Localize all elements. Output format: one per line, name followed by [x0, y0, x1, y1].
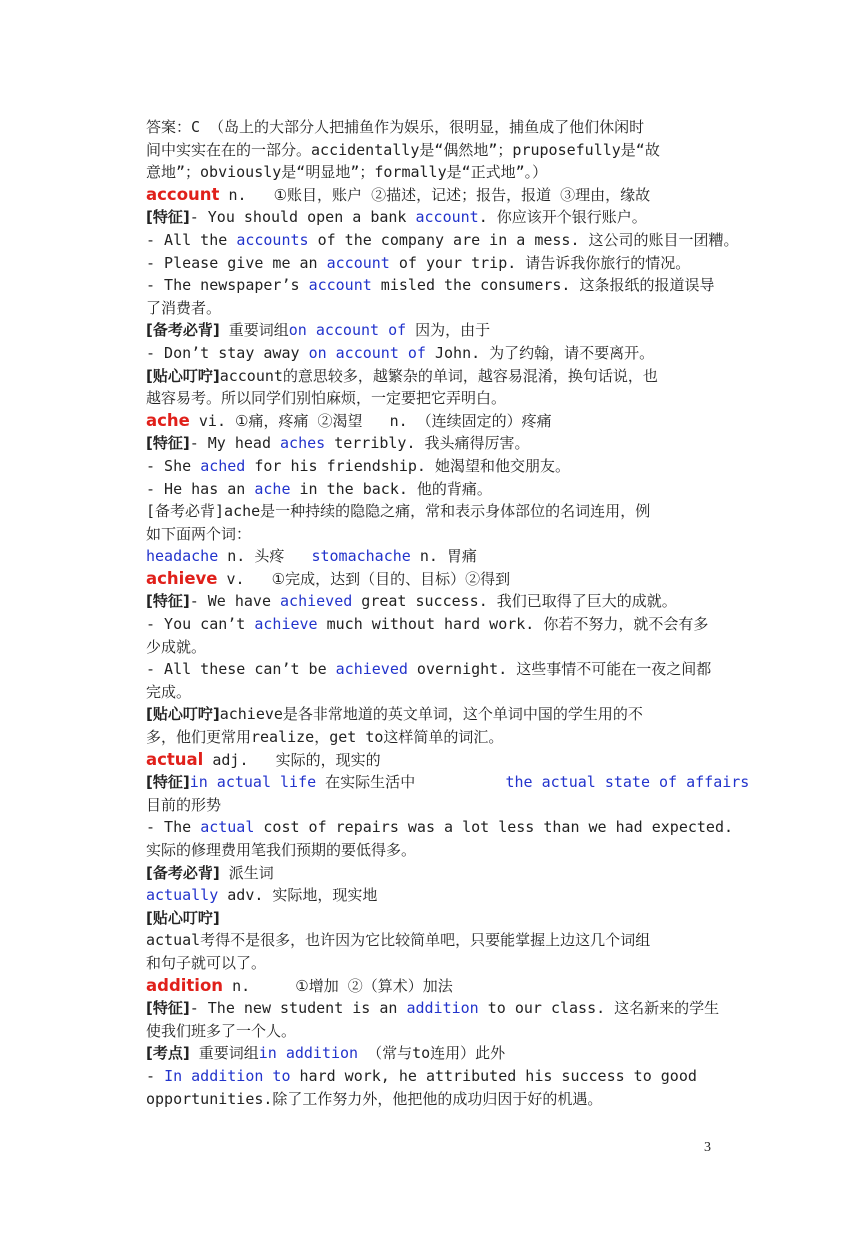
- text-run: - Please give me an: [146, 253, 327, 272]
- text-line: [146, 794, 718, 817]
- text-line: [146, 342, 718, 365]
- text-run: 在实际生活中: [316, 773, 506, 792]
- headword: account: [146, 184, 220, 204]
- text-line: [146, 590, 718, 613]
- text-run: 了消费者。: [146, 298, 222, 317]
- section-tag: [备考必背]: [146, 321, 220, 340]
- text-run: actual考得不是很多，也许因为它比较简单吧，只要能掌握上边这几个词组: [146, 931, 651, 950]
- section-tag: [考点]: [146, 1044, 190, 1063]
- text-run: - The new student is an: [189, 999, 407, 1018]
- text-line: [146, 952, 718, 975]
- text-run: - He has an: [146, 479, 255, 498]
- text-line: [146, 545, 718, 568]
- text-run: opportunities.除了工作努力外，他把他的成功归因于好的机遇。: [146, 1089, 603, 1108]
- text-line: [146, 387, 718, 410]
- section-tag: [贴心叮咛]: [146, 366, 220, 385]
- document-body: [146, 116, 750, 1110]
- section-tag: [贴心叮咛]: [146, 908, 220, 927]
- text-line: [146, 116, 718, 139]
- text-run: great success. 我们已取得了巨大的成就。: [352, 592, 677, 611]
- text-run: 如下面两个词：: [146, 524, 252, 543]
- text-line: [146, 206, 718, 229]
- section-tag: [特征]: [146, 773, 190, 792]
- text-run: - The newspaper’s: [146, 276, 309, 295]
- text-line: [146, 681, 718, 704]
- text-line: [146, 297, 718, 320]
- text-run: 间中实实在在的一部分。accidentally是“偶然地”；pruposefully是“故: [146, 140, 660, 159]
- text-line: [146, 1088, 718, 1111]
- text-line: [146, 862, 718, 885]
- text-line: [146, 432, 718, 455]
- headword: actual: [146, 749, 204, 769]
- text-run: n. 胃痛: [410, 547, 477, 566]
- text-run: n. ①账目，账户 ②描述，记述；报告，报道 ③理由，缘故: [219, 185, 651, 204]
- text-run: misled the consumers. 这条报纸的报道误导: [371, 276, 715, 295]
- text-run: in the back. 他的背痛。: [290, 479, 492, 498]
- text-line: [146, 884, 718, 907]
- text-run: of the company are in a mess. 这公司的账目一团糟。: [308, 230, 739, 249]
- text-line: [146, 975, 718, 998]
- section-tag: [特征]: [146, 208, 190, 227]
- text-line: [146, 1042, 718, 1065]
- text-run: hard work, he attributed his success to good: [290, 1066, 697, 1085]
- text-line: [146, 929, 718, 952]
- text-run: cost of repairs was a lot less than we had expected.: [254, 818, 734, 837]
- text-run: -: [146, 1066, 165, 1085]
- text-run: 实际的修理费用笔我们预期的要低得多。: [146, 841, 417, 859]
- text-line: [146, 568, 718, 591]
- example-term: the actual state of affairs: [505, 773, 750, 792]
- text-run: - Don’t stay away: [146, 343, 309, 362]
- text-run: . 你应该开个银行账户。: [478, 208, 647, 227]
- text-line: [146, 274, 718, 297]
- text-run: much without hard work. 你若不努力，就不会有多: [317, 615, 709, 634]
- text-line: [146, 997, 718, 1020]
- text-run: [备考必背]ache是一种持续的隐隐之痛，常和表示身体部位的名词连用，例: [146, 502, 651, 521]
- text-run: - All these can’t be: [146, 660, 336, 679]
- text-run: （常与to连用）此外: [358, 1044, 506, 1063]
- text-run: vi. ①痛，疼痛 ②渴望 n. （连续固定的）疼痛: [189, 411, 552, 430]
- text-run: - We have: [189, 592, 281, 611]
- text-line: [146, 478, 718, 501]
- text-line: [146, 839, 718, 862]
- text-run: 和句子就可以了。: [146, 953, 267, 972]
- text-run: 意地”；obviously是“明显地”；formally是“正式地”。）: [146, 163, 548, 182]
- text-line: [146, 455, 718, 478]
- text-line: [146, 613, 718, 636]
- text-run: - The: [146, 818, 201, 837]
- headword: ache: [146, 410, 190, 430]
- example-term: ache: [254, 479, 291, 498]
- text-run: 少成就。: [146, 637, 207, 656]
- text-run: 多，他们更常用realize，get to这样简单的词汇。: [146, 728, 504, 747]
- text-line: [146, 703, 718, 726]
- text-run: adj. 实际的，现实的: [203, 750, 381, 769]
- text-line: [146, 161, 718, 184]
- text-line: [146, 184, 718, 207]
- text-run: John. 为了约翰，请不要离开。: [425, 343, 655, 362]
- text-line: [146, 410, 718, 433]
- text-line: [146, 500, 718, 523]
- example-term: In addition to: [164, 1066, 291, 1085]
- section-tag: [特征]: [146, 592, 190, 611]
- text-line: [146, 726, 718, 749]
- text-line: [146, 319, 718, 342]
- text-run: - All the: [146, 230, 237, 249]
- example-term: stomachache: [311, 547, 411, 566]
- text-run: to our class. 这名新来的学生: [478, 999, 720, 1018]
- example-term: in actual life: [189, 773, 317, 792]
- text-run: 因为，由于: [406, 321, 491, 340]
- text-line: [146, 252, 718, 275]
- section-tag: [特征]: [146, 434, 190, 453]
- text-run: 完成。: [146, 682, 192, 701]
- text-line: [146, 907, 718, 930]
- text-run: achieve是各非常地道的英文单词，这个单词中国的学生用的不: [219, 705, 643, 724]
- example-term: on account of: [288, 321, 407, 340]
- page-number: 3: [704, 1140, 711, 1155]
- text-line: [146, 771, 750, 794]
- example-term: account: [326, 253, 390, 272]
- text-run: of your trip. 请告诉我你旅行的情况。: [389, 253, 691, 272]
- example-term: on account of: [308, 343, 426, 362]
- text-line: [146, 523, 718, 546]
- example-term: headache: [146, 547, 219, 566]
- text-line: [146, 1065, 718, 1088]
- example-term: achieved: [335, 660, 408, 679]
- text-line: [146, 229, 739, 252]
- section-tag: [备考必背]: [146, 863, 220, 882]
- text-line: [146, 749, 718, 772]
- example-term: account: [308, 276, 372, 295]
- section-tag: [特征]: [146, 999, 190, 1018]
- example-term: ached: [200, 456, 246, 475]
- text-run: 答案：C （岛上的大部分人把捕鱼作为娱乐，很明显，捕鱼成了他们休闲时: [146, 118, 645, 136]
- text-run: n. ①增加 ②（算术）加法: [223, 976, 453, 995]
- text-run: - You should open a bank: [189, 208, 416, 227]
- text-run: overnight. 这些事情不可能在一夜之间都: [407, 660, 712, 679]
- text-run: 目前的形势: [146, 795, 222, 814]
- example-term: achieve: [254, 615, 318, 634]
- example-term: in addition: [258, 1044, 359, 1063]
- text-run: 重要词组: [219, 321, 289, 340]
- headword: addition: [146, 975, 224, 995]
- text-run: 越容易考。所以同学们别怕麻烦，一定要把它弄明白。: [146, 389, 507, 408]
- text-run: 使我们班多了一个人。: [146, 1021, 297, 1040]
- text-run: adv. 实际地，现实地: [218, 886, 378, 905]
- text-run: - She: [146, 456, 201, 475]
- example-term: actual: [200, 818, 255, 837]
- text-run: 重要词组: [189, 1044, 259, 1063]
- text-run: for his friendship. 她渴望和他交朋友。: [245, 456, 570, 475]
- example-term: aches: [280, 434, 326, 453]
- text-line: [146, 365, 718, 388]
- example-term: addition: [406, 999, 479, 1018]
- text-run: account的意思较多，越繁杂的单词，越容易混淆，换句话说，也: [219, 366, 658, 385]
- headword: achieve: [146, 568, 218, 588]
- text-run: n. 头疼: [218, 547, 312, 566]
- text-line: [146, 1020, 718, 1043]
- text-line: [146, 636, 718, 659]
- text-line: [146, 139, 718, 162]
- text-run: 派生词: [219, 863, 274, 882]
- text-run: terribly. 我头痛得厉害。: [325, 434, 530, 453]
- example-term: accounts: [236, 230, 309, 249]
- text-run: - My head: [189, 434, 281, 453]
- text-run: v. ①完成，达到（目的、目标）②得到: [217, 569, 511, 588]
- text-line: [146, 816, 734, 839]
- example-term: actually: [146, 886, 219, 905]
- text-line: [146, 658, 718, 681]
- example-term: achieved: [280, 592, 353, 611]
- section-tag: [贴心叮咛]: [146, 705, 220, 724]
- text-run: - You can’t: [146, 615, 255, 634]
- example-term: account: [415, 208, 479, 227]
